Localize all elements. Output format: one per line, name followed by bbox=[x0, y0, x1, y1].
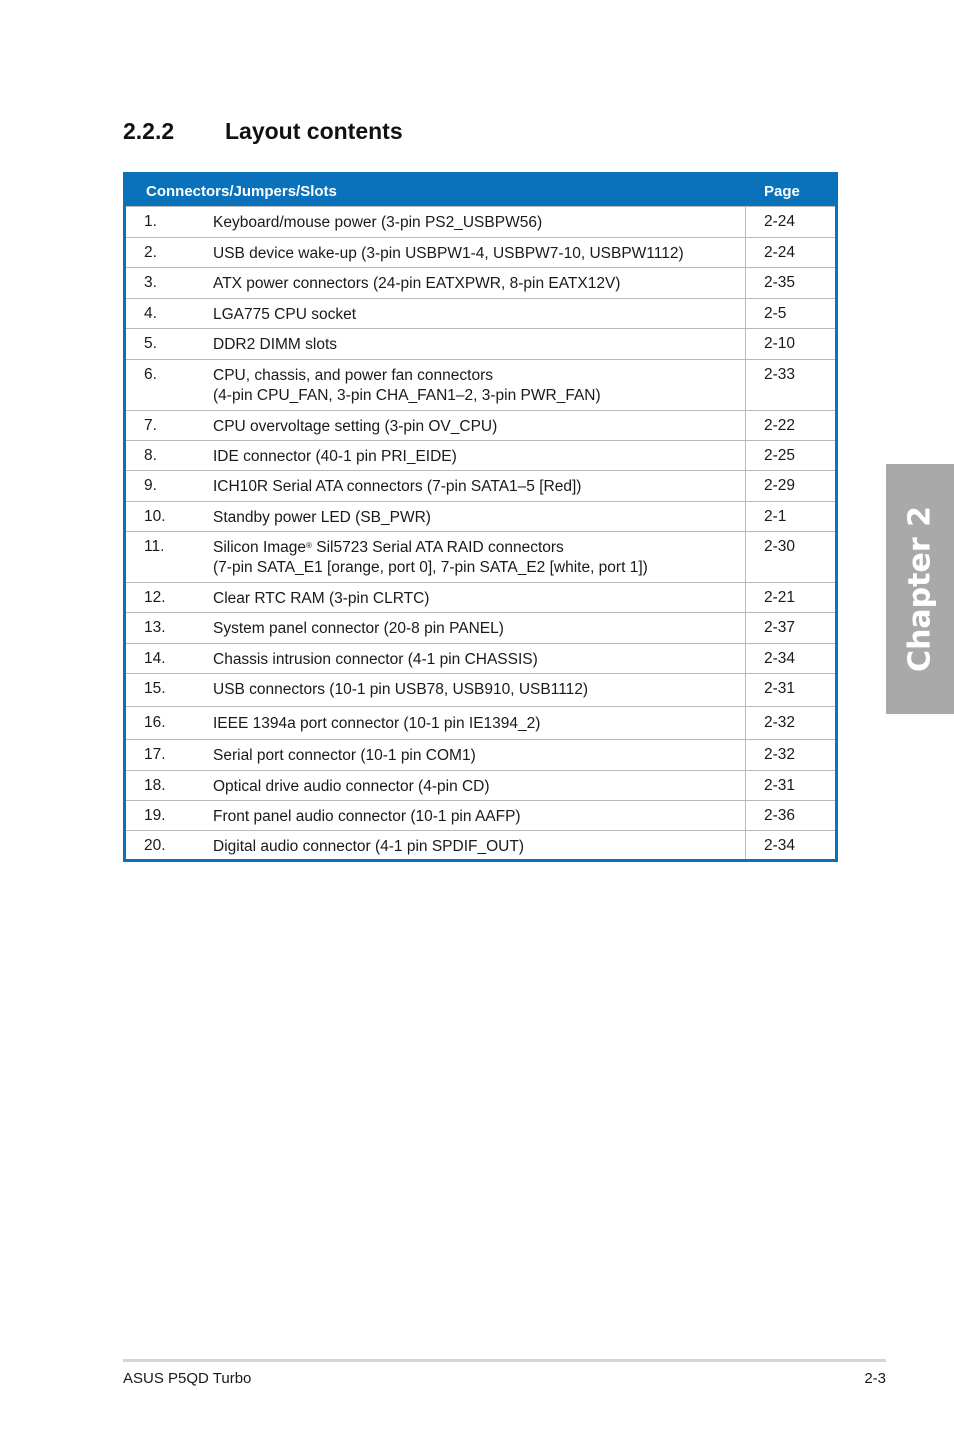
section-number: 2.2.2 bbox=[123, 118, 175, 144]
row-number: 10. bbox=[144, 508, 166, 525]
header-page: Page bbox=[764, 183, 800, 200]
row-description: IDE connector (40-1 pin PRI_EIDE) bbox=[213, 448, 457, 465]
layout-contents-table bbox=[123, 172, 838, 862]
table-row bbox=[126, 612, 835, 643]
row-page: 2-22 bbox=[764, 417, 796, 434]
registered-mark: ® bbox=[306, 541, 312, 550]
row-page: 2-1 bbox=[764, 508, 787, 525]
row-number: 14. bbox=[144, 650, 166, 667]
table-row bbox=[126, 206, 835, 237]
row-number: 4. bbox=[144, 305, 157, 322]
row-description: Silicon Image® Sil5723 Serial ATA RAID connectors (7-pin SATA_E1 [orange, port 0], 7-pin SATA_E2 [white, port 1]) bbox=[213, 539, 648, 576]
row-page: 2-32 bbox=[764, 746, 796, 763]
row-page: 2-25 bbox=[764, 447, 796, 464]
row-page: 2-37 bbox=[764, 619, 796, 636]
row-page: 2-34 bbox=[764, 650, 796, 667]
table-header bbox=[126, 175, 835, 206]
row-page: 2-36 bbox=[764, 807, 796, 824]
table-row bbox=[126, 531, 835, 582]
row-number: 7. bbox=[144, 417, 157, 434]
row-page: 2-30 bbox=[764, 538, 796, 555]
row-description: USB device wake-up (3-pin USBPW1-4, USBPW7-10, USBPW1112) bbox=[213, 245, 684, 262]
row-number: 11. bbox=[144, 538, 165, 555]
row-number: 18. bbox=[144, 777, 166, 794]
section-title: Layout contents bbox=[225, 118, 403, 144]
row-description: Keyboard/mouse power (3-pin PS2_USBPW56) bbox=[213, 214, 543, 231]
table-row bbox=[126, 440, 835, 470]
row-description: USB connectors (10-1 pin USB78, USB910, USB1112) bbox=[213, 681, 589, 698]
row-number: 8. bbox=[144, 447, 157, 464]
row-description: Standby power LED (SB_PWR) bbox=[213, 509, 431, 526]
footer-divider bbox=[123, 1359, 886, 1362]
row-description: Optical drive audio connector (4-pin CD) bbox=[213, 778, 490, 795]
table-row bbox=[126, 830, 835, 859]
row-description: ATX power connectors (24-pin EATXPWR, 8-pin EATX12V) bbox=[213, 275, 621, 292]
row-page: 2-21 bbox=[764, 589, 796, 606]
row-description: Serial port connector (10-1 pin COM1) bbox=[213, 747, 476, 764]
footer-product-name: ASUS P5QD Turbo bbox=[123, 1370, 252, 1387]
row-description: System panel connector (20-8 pin PANEL) bbox=[213, 620, 504, 637]
row-number: 16. bbox=[144, 714, 166, 731]
row-description: Chassis intrusion connector (4-1 pin CHASSIS) bbox=[213, 651, 538, 668]
row-description: CPU overvoltage setting (3-pin OV_CPU) bbox=[213, 418, 498, 435]
row-page: 2-24 bbox=[764, 213, 796, 230]
row-number: 9. bbox=[144, 477, 157, 494]
row-description: IEEE 1394a port connector (10-1 pin IE1394_2) bbox=[213, 715, 541, 732]
row-description: LGA775 CPU socket bbox=[213, 306, 357, 323]
table-row bbox=[126, 706, 835, 739]
header-connectors: Connectors/Jumpers/Slots bbox=[146, 183, 337, 200]
section-heading bbox=[123, 118, 403, 145]
footer-page-number: 2-3 bbox=[864, 1370, 886, 1387]
row-page: 2-24 bbox=[764, 244, 796, 261]
row-page: 2-34 bbox=[764, 837, 796, 854]
table-row bbox=[126, 267, 835, 298]
row-description: Clear RTC RAM (3-pin CLRTC) bbox=[213, 590, 430, 607]
table-row bbox=[126, 298, 835, 328]
row-number: 2. bbox=[144, 244, 157, 261]
table-row bbox=[126, 470, 835, 501]
table-row bbox=[126, 582, 835, 612]
row-page: 2-31 bbox=[764, 777, 796, 794]
table-row bbox=[126, 328, 835, 359]
table-row bbox=[126, 770, 835, 800]
row-description: Digital audio connector (4-1 pin SPDIF_OUT) bbox=[213, 838, 524, 855]
row-number: 3. bbox=[144, 274, 157, 291]
row-number: 15. bbox=[144, 680, 166, 697]
table-row bbox=[126, 643, 835, 673]
row-page: 2-35 bbox=[764, 274, 796, 291]
row-page: 2-32 bbox=[764, 714, 796, 731]
table-row bbox=[126, 237, 835, 267]
row-description: CPU, chassis, and power fan connectors (4-pin CPU_FAN, 3-pin CHA_FAN1–2, 3-pin PWR_FAN) bbox=[213, 367, 601, 404]
row-page: 2-29 bbox=[764, 477, 796, 494]
row-page: 2-10 bbox=[764, 335, 796, 352]
row-number: 17. bbox=[144, 746, 166, 763]
row-number: 1. bbox=[144, 213, 157, 230]
row-page: 2-5 bbox=[764, 305, 787, 322]
row-page: 2-31 bbox=[764, 680, 796, 697]
chapter-tab-label: Chapter 2 bbox=[902, 506, 938, 672]
row-number: 6. bbox=[144, 366, 157, 383]
table-row bbox=[126, 800, 835, 830]
row-number: 12. bbox=[144, 589, 166, 606]
table-row bbox=[126, 673, 835, 706]
chapter-tab bbox=[886, 464, 954, 714]
table-row bbox=[126, 501, 835, 531]
row-number: 13. bbox=[144, 619, 166, 636]
row-description: ICH10R Serial ATA connectors (7-pin SATA1–5 [Red]) bbox=[213, 478, 582, 495]
row-number: 19. bbox=[144, 807, 166, 824]
table-row bbox=[126, 410, 835, 440]
row-number: 5. bbox=[144, 335, 157, 352]
row-number: 20. bbox=[144, 837, 166, 854]
row-page: 2-33 bbox=[764, 366, 796, 383]
table-row bbox=[126, 739, 835, 770]
row-description: DDR2 DIMM slots bbox=[213, 336, 338, 353]
row-description: Front panel audio connector (10-1 pin AAFP) bbox=[213, 808, 521, 825]
table-row bbox=[126, 359, 835, 410]
